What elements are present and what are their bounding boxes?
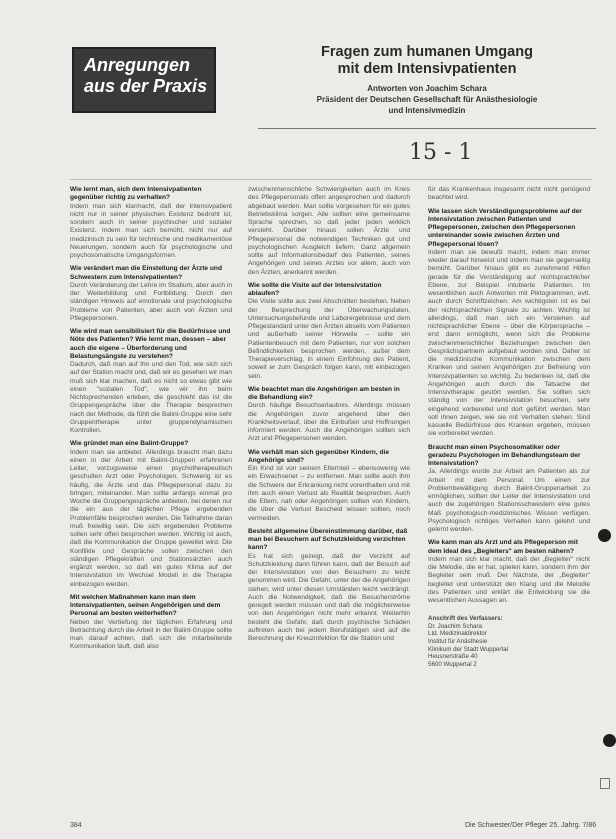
- answer-paragraph: Dadurch, daß man auf Ihn und den Tod, wie sich sich auf der Station macht und, daß wir es gesehen wir man muß sich klar machen, daß es nicht so etwas gibt wie einen "sozialen Tod", wie wir ihn beim Nichtsprechenden erleben, die geschieht das ist die Gruppengespräche über die Therapie besprechen nach der Methode, da fühlt die Balint-Gruppe eine sehr Gruppentherapie unter gruppendynamischen Kontrollen.: [70, 361, 232, 434]
- address-line: Heusnerstraße 40: [428, 653, 478, 661]
- punch-hole-mark: [598, 529, 611, 542]
- section-banner: [72, 47, 216, 113]
- answer-paragraph: Indem man sie anbietet. Allerdings braucht man dazu einen in der Arbeit mit Balint-Gruppen erfahrenen Leiter, vorzugsweise einen psychotherapeutisch geschulten Arzt oder Psychologen. Schwierig ist es häufig, die Ärzte und das Pflegepersonal dazu zu bringen, miteinander. Man sollte anfangs einmal pro Woche die Gruppengespräche anbieten, bei denen nur die ein aus der täglichen Pflege ergebenden Problemfälle besprochen werden. Die Teilnahme daran muß freiwillig sein. Die sich ergebenden Probleme sollen sehr offen besprochen werden. Wichtig ist auch, daß die Kommunikation der Gruppe geweitet wird. Die Konflikte und Gespräche sollen zwischen den ständigen Pflegekräften und Stationsärzten auch ergänzt werden, so daß ein gutes Klima auf der Intensivstation im Wechsel Modell in die Therapie einbezogen werden.: [70, 448, 232, 588]
- answer-paragraph: Durch Veränderung der Lehre im Studium, aber auch in der Weiterbildung und Fortbildung. Durch den ständigen Hinweis auf emotionale und psychologische Probleme von Patienten, aber auch von Ärzten und Pflegepersonen.: [70, 281, 233, 322]
- question-heading: Wie verändert man die Einstellung der Ärzte und Schwestern zum Intensivpatienten?: [70, 265, 222, 281]
- address-line: 5600 Wuppertal 2: [428, 660, 477, 668]
- answer-paragraph: Indem man sich klar macht, daß der „Begleiter" nicht die Melodie, die er hat, spielen kann, sondern ihm der Begleiter sein muß. Der Nächste, der „Begleiter" begleitet und unterstützt den Klang und die Melodie des Patienten und erklärt die Entwicklung sie die wesentlichen Aussagen an.: [428, 555, 590, 604]
- article-title-line-1: Fragen zum humanen Umgang: [321, 44, 533, 60]
- article-byline: [262, 83, 592, 116]
- affiliation-line-2: und Intensivmedizin: [388, 106, 466, 115]
- text-column-3: [428, 186, 590, 668]
- answer-paragraph: Ein Kind ist von seinem Elternteil – ebensowenig wie ein Erwachsener – zu entfernen. Man sollte auch ihm die Schwere der Erkrankung nicht vorenthalten und mit ihm auch einen Verlust als Realität besprechen. Auch die Eltern, nah oder Angehörigen sollten von Kindern, die über die Verlust Bescheid wissen sollten, noch vermeiden.: [248, 465, 410, 522]
- content-divider: [70, 179, 592, 180]
- address-line: Klinikum der Stadt Wuppertal: [428, 645, 509, 653]
- question-heading: Besteht allgemeine Übereinstimmung darüber, daß man bei Besuchern auf Schutzkleidung verzichten kann?: [248, 527, 408, 552]
- address-line: Dr. Joachim Schara: [428, 622, 482, 630]
- punch-hole-mark: [603, 734, 616, 747]
- answer-paragraph: Neben der Vertiefung der täglichen Erfahrung und Betrachtung durch die Arbeit in der Balint-Gruppe sollte man darauf achten, daß sich die mitarbeitende Kommunikation läuft, daß also: [70, 618, 232, 651]
- address-line: Ltd. Medizinaldirektor: [428, 630, 487, 638]
- journal-footer: Die Schwester/Der Pfleger 25. Jahrg. 7/86: [465, 822, 597, 829]
- answer-paragraph: Indem man sie bewußt macht, indem man immer wieder darauf hinweist und indem man sie gegenseitig bemüht. Darüber hinaus gibt es zunehmend Hilfen gerade für die Verständigung auf nichtsprachlicher Ebene, zur Beispiel intubierte Patienten. Im wesentlichen auch Antworten mit Piktogrammen, evtl. auch durch Schriftzeichen. Am wichtigsten ist es bei der nichtsprachlichen Signale zu achten. Wichtig ist allerdings, daß man sich ein Verstehen auf nichtsprachlicher Ebene – über die Körpersprache – erst dann ermöglicht, wenn sich die Probleme zwischenmenschlicher Beziehungen zwischen den Gesprächspartnern aufgebaut worden sind. Daher ist die medizinische Kommunikation zwischen dem Kranken und seinen Angehörigen zur Befreiung von Intensivpatienten so wichtig. Zu bedenken ist, daß die Angehörigen auch durch die Tatsache der Intensivtherapie gestört werden. Sie sollten sich ständig von der Intensivstation besuchen, sehr eingehend vorbereitet und dort geführt werden. Man soll ihnen zeigen, wie sie mit Verhalten stehen. Sind kasuelle Bedürfnisse des Kranken ergeben, müssen sie vorbereitet werden.: [428, 248, 590, 438]
- question-heading: Wie gründet man eine Balint-Gruppe?: [70, 440, 189, 448]
- answer-paragraph: für das Krankenhaus insgesamt nicht nicht genügend beachtet wird.: [428, 186, 590, 202]
- answer-paragraph: zwischenmenschliche Schwierigkeiten auch im Kreis des Pflegepersonals offen angesprochen und dadurch abgebaut werden. Man sollte vorgesehen für ein gutes Betriebsklima sorgen. Alle sollten eine gemeinsame Sprache sprechen, so daß jeder jeden wirklich versteht. Darüber hinaus sollen Ärzte und Pflegepersonal die notwendigen Techniken gut und psychologischen Ausgleich liefern. Ganz allgemein sollte auf Informationsbedarf des Patienten, seines Angehörigen und seines Arztes vor allem, auch von den Ärzten, anerkannt werden.: [248, 186, 410, 276]
- handwritten-note: 15 - 1: [409, 140, 473, 165]
- address-line: Institut für Anästhesie: [428, 638, 488, 646]
- corner-mark: [600, 778, 610, 789]
- answer-paragraph: Durch häufige Besuchserlaubnis. Allerdings müssen die Angehörigen zuvor angehend über den Krankheitsverlauf, über die Einbußen und Hoffnungen informiert werden. Auch die Angehörigen sollten sich Arzt und Pflegepersonen wenden.: [248, 402, 410, 443]
- author-address: [428, 615, 590, 668]
- question-heading: Wie verhält man sich gegenüber Kindern, die Angehörige sind?: [248, 448, 390, 464]
- affiliation-line-1: Präsident der Deutschen Gesellschaft für Anästhesiologie: [316, 95, 538, 104]
- answer-paragraph: Indem man sich klarmacht, daß der Intensivpatient nicht nur in seiner physischen Existenz bedroht ist, sondern auch in seiner psychischer und sozialer Existenz. Indem man sich bemüht, nicht nur auf medizinisch zu sein für technische und medikamentöse Neuerungen, sondern auch für psychologische und psychosomatische Umgangsformen.: [70, 202, 232, 259]
- text-column-2: [248, 186, 410, 648]
- banner-title: Anregungen aus der Praxis: [84, 55, 208, 96]
- answer-paragraph: Ja. Allerdings wurde zur Arbeit am Patienten als zur Arbeit mit dem Personal. Um einen zur Problembewältigung durch Balint-Gruppenarbeit zu ermöglichen, sollten der Leiter der Intensivstation und auch die zugehörigen Stationsschwestern eine gutes Maß psychologisch-medizinisches Wissen verfügen. Psychologisch richtiges Verhalten kann gelehrt und gelernt werden.: [428, 468, 590, 533]
- question-heading: Mit welchen Maßnahmen kann man dem Intensivpatienten, seinen Angehörigen und dem Personal am besten weiterhelfen?: [70, 593, 221, 618]
- question-heading: Wie lernt man, sich dem Intensivpatienten gegenüber richtig zu verhalten?: [70, 186, 202, 202]
- answer-paragraph: Es hat sich gezeigt, daß der Verzicht auf Schutzkleidung dann führen kann, daß der Besuch auf der Intensivstation von den Besuchern zu leicht genommen wird. Die Gefahr, unter der die Angehörigen stehen, wird unter diesen Umständen leicht verdrängt. Auch die Notwendigkeit, daß die Besucherströme geregelt werden müssen und daß die möglicherweise von den Angehörigen nicht mehr erkannt. Weiterhin besteht die Gefahr, daß durch psychische Schäden auftreten auch bei jedem Berufstätigen sind auf die Berechnung der Kreuzinfektion für die Station und: [248, 552, 410, 642]
- article-title-line-2: mit dem Intensivpatienten: [337, 61, 517, 77]
- article-title: [262, 44, 592, 78]
- question-heading: Braucht man einen Psychosomatiker oder geradezu Psychologen im Behandlungsteam der Intensivstation?: [428, 443, 581, 467]
- address-heading: Anschrift des Verfassers:: [428, 615, 503, 623]
- byline: Antworten von Joachim Schara: [367, 84, 487, 93]
- question-heading: Wie sollte die Visite auf der Intensivstation ablaufen?: [248, 281, 382, 297]
- header-divider: [258, 128, 596, 129]
- question-heading: Wie wird man sensibilisiert für die Bedürfnisse und Nöte des Patienten? Wie lernt man, dessen – aber auch die eigene – Überforderung und Belastungsängste zu verstehen?: [70, 328, 231, 360]
- question-heading: Wie kann man als Arzt und als Pflegeperson mit dem Ideal des „Begleiters" am besten nähern?: [428, 539, 578, 555]
- answer-paragraph: Die Visite sollte aus zwei Abschnitten bestehen. Neben der Besprechung der Überwachungsdaten, Untersuchungsbefunde und Laborergebnisse und dem Pflegestandard unter den Ärzten abseits vom Patienten und außerhalb seiner Hörweite – sollte ein Patientenbesuch mit dem Patienten, nur von solchen Befindlichkeiten besprochen werden, außer dem Therapieverschlag, in einem Einführung des Patient, soweit er zum Gespräch folgen kann, mit einbezogen sein.: [248, 298, 410, 380]
- question-heading: Wie lassen sich Verständigungsprobleme auf der Intensivstation zwischen Patienten und Pflegepersonen, zwischen den Pflegepersonen untereinander sowie zwischen Ärzten und Pflegepersonal lösen?: [428, 207, 582, 248]
- text-column-1: [70, 186, 232, 657]
- page-number: 384: [70, 822, 82, 829]
- question-heading: Wie beachtet man die Angehörigen am besten in die Behandlung ein?: [248, 385, 400, 401]
